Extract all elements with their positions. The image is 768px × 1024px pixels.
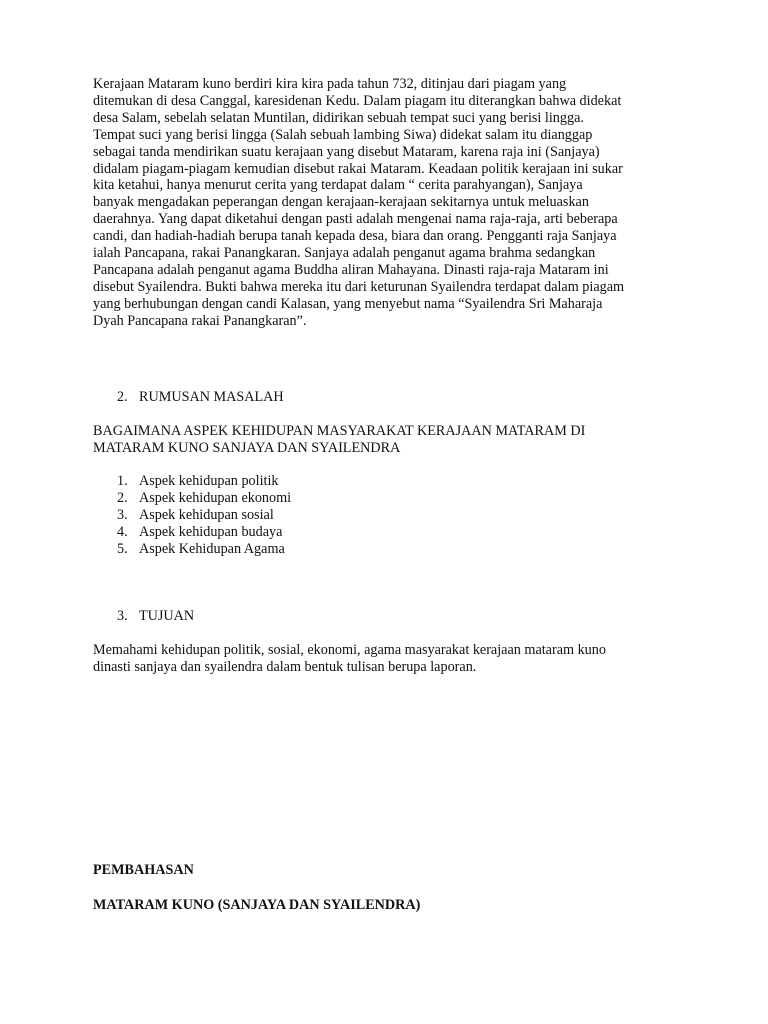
intro-line: didalam piagam-piagam kemudian disebut rakai Mataram. Keadaan politik kerajaan ini sukar [93, 160, 623, 177]
objective-line: Memahami kehidupan politik, sosial, ekonomi, agama masyarakat kerajaan mataram kuno [93, 642, 606, 658]
list-text: Aspek kehidupan politik [139, 473, 279, 489]
pembahasan-subheading: MATARAM KUNO (SANJAYA DAN SYAILENDRA) [93, 897, 421, 913]
intro-line: Dyah Pancapana rakai Panangkaran”. [93, 312, 307, 329]
intro-line: banyak mengadakan peperangan dengan kerajaan-kerajaan sekitarnya untuk meluaskan [93, 194, 589, 211]
list-item [117, 490, 291, 507]
intro-line: sebagai tanda mendirikan suatu kerajaan yang disebut Mataram, karena raja ini (Sanjaya) [93, 143, 600, 160]
section-title: TUJUAN [139, 608, 195, 624]
aspect-list [117, 473, 291, 558]
intro-line: ialah Pancapana, rakai Panangkaran. Sanjaya adalah penganut agama brahma sedangkan [93, 245, 596, 262]
list-text: Aspek kehidupan budaya [139, 524, 283, 540]
list-text: Aspek Kehidupan Agama [139, 541, 285, 557]
list-number: 4. [117, 524, 128, 540]
intro-line: yang berhubungan dengan candi Kalasan, yang menyebut nama “Syailendra Sri Maharaja [93, 295, 603, 312]
intro-line: desa Salam, sebelah selatan Muntilan, didirikan sebuah tempat suci yang berisi lingga. [93, 109, 584, 126]
intro-paragraph [93, 76, 683, 330]
section-title: RUMUSAN MASALAH [139, 389, 284, 405]
intro-line: disebut Syailendra. Bukti bahwa mereka itu dari keturunan Syailendra terdapat dalam piagam [93, 278, 625, 295]
problem-line: MATARAM KUNO SANJAYA DAN SYAILENDRA [93, 440, 401, 456]
list-number: 5. [117, 541, 128, 557]
objective-line: dinasti sanjaya dan syailendra dalam bentuk tulisan berupa laporan. [93, 659, 477, 675]
section-heading-tujuan [117, 608, 194, 625]
intro-line: ditemukan di desa Canggal, karesidenan Kedu. Dalam piagam itu diterangkan bahwa didekat [93, 92, 622, 109]
intro-line: daerahnya. Yang dapat diketahui dengan pasti adalah mengenai nama raja-raja, arti beberapa [93, 211, 618, 228]
section-number: 2. [117, 389, 128, 405]
objective-paragraph [93, 642, 693, 676]
pembahasan-heading: PEMBAHASAN [93, 862, 194, 878]
list-number: 2. [117, 490, 128, 506]
list-item [117, 507, 291, 524]
intro-line: Pancapana adalah penganut agama Buddha aliran Mahayana. Dinasti raja-raja Mataram ini [93, 261, 609, 278]
intro-line: kita ketahui, hanya menurut cerita yang terdapat dalam “ cerita parahyangan), Sanjaya [93, 177, 583, 194]
list-item [117, 473, 291, 490]
section-number: 3. [117, 608, 128, 624]
intro-line: candi, dan hadiah-hadiah berupa tanah kepada desa, biara dan orang. Pengganti raja Sanjaya [93, 228, 617, 245]
intro-line: Kerajaan Mataram kuno berdiri kira kira pada tahun 732, ditinjau dari piagam yang [93, 76, 567, 92]
list-item [117, 524, 291, 541]
intro-line: Tempat suci yang berisi lingga (Salah sebuah lambing Siwa) didekat salam itu dianggap [93, 126, 593, 143]
list-number: 3. [117, 507, 128, 523]
problem-statement [93, 423, 693, 457]
problem-line: BAGAIMANA ASPEK KEHIDUPAN MASYARAKAT KERAJAAN MATARAM DI [93, 423, 586, 439]
list-item [117, 541, 291, 558]
list-text: Aspek kehidupan sosial [139, 507, 274, 523]
section-heading-rumusan-masalah [117, 389, 284, 406]
list-text: Aspek kehidupan ekonomi [139, 490, 292, 506]
list-number: 1. [117, 473, 128, 489]
